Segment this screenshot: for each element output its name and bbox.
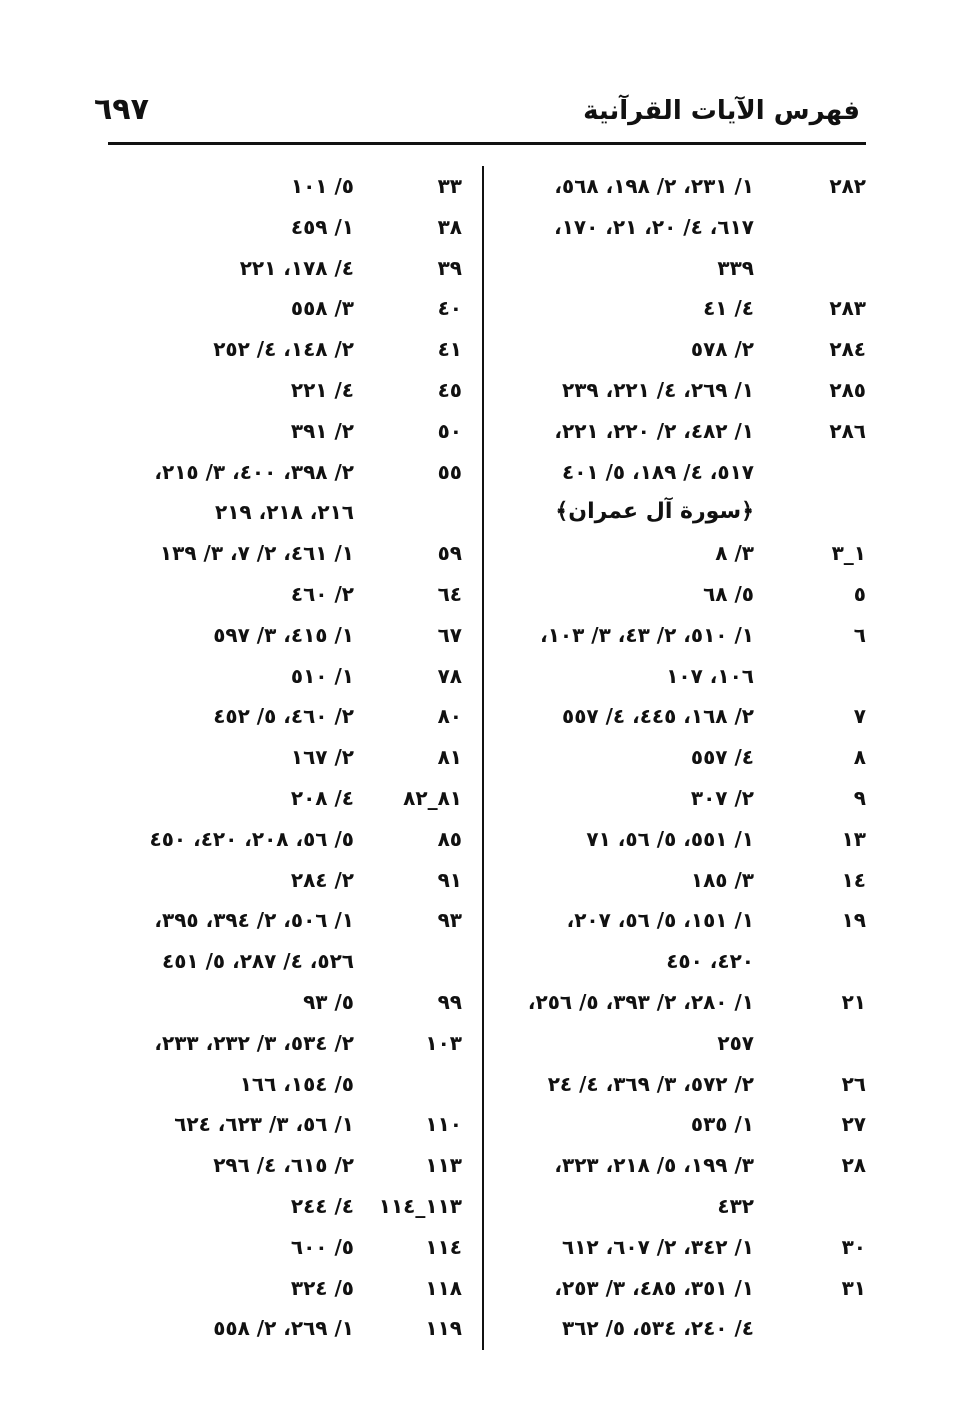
verse-number: ١١٨ [425,1275,462,1300]
index-row [96,288,466,329]
column-divider [482,166,484,1350]
verse-number: ٢٨٦ [829,418,866,443]
volume-page-refs: ١/ ٤٨٢، ٢/ ٢٢٠، ٢٢١، [554,418,754,443]
verse-number: ٤٠ [437,296,462,321]
index-row [96,574,466,615]
verse-number: ٢٨٢ [829,174,866,198]
volume-page-refs: ١/ ٢٦٩، ٢/ ٥٥٨ [213,1316,354,1341]
index-row [96,696,466,737]
volume-page-refs: ٤٣٢ [717,1193,754,1218]
index-row [500,1308,866,1349]
index-row [96,370,466,411]
verse-number: ٢٦ [841,1071,866,1096]
index-row [96,1268,466,1309]
volume-page-refs: ٣/ ١٨٥ [690,867,754,892]
volume-page-refs: ١٠٦، ١٠٧ [666,663,754,688]
volume-page-refs: ٢/ ٤٦٠، ٥/ ٤٥٢ [213,704,354,729]
surah-heading: ﴿سورة آل عمران﴾ [555,499,754,525]
volume-page-refs: ٥/ ١٥٤، ١٦٦ [239,1071,354,1096]
index-row [96,166,466,207]
header-rule [108,142,866,145]
verse-number: ٥٥ [437,459,462,484]
index-row [500,737,866,778]
index-row [500,900,866,941]
verse-number: ٢٨ [841,1153,866,1178]
index-row [500,1023,866,1064]
verse-number: ٦٤ [437,581,462,606]
volume-page-refs: ٢/ ٥٧٢، ٣/ ٣٦٩، ٤/ ٢٤ [547,1071,754,1096]
verse-number: ١١٩ [425,1316,462,1341]
index-row [500,656,866,697]
verse-number: ١١٣ [425,1153,462,1178]
verse-number: ٧ [853,704,866,729]
volume-page-refs: ٥/ ٥٦، ٢٠٨، ٤٢٠، ٤٥٠ [149,826,354,851]
verse-number: ٥٠ [437,418,462,443]
verse-number: ٢١ [841,989,866,1014]
verse-number: ٨ [853,745,866,770]
index-row [500,533,866,574]
verse-number: ٩٩ [437,989,462,1014]
volume-page-refs: ٣/ ١٩٩، ٥/ ٢١٨، ٣٢٣، [554,1153,754,1178]
volume-page-refs: ٤/ ٢٤٠، ٥٣٤، ٥/ ٣٦٢ [562,1316,754,1341]
verse-number: ٨٠ [437,704,462,729]
volume-page-refs: ٤/ ١٧٨، ٢٢١ [239,255,354,280]
verse-number: ٢٨٥ [829,377,866,402]
verse-number: ١١٣_١١٤ [378,1193,462,1218]
verse-number: ٩٣ [437,908,462,933]
index-row [96,492,466,533]
volume-page-refs: ١/ ١٥١، ٥/ ٥٦، ٢٠٧، [566,908,754,933]
volume-page-refs: ١/ ٢٨٠، ٢/ ٣٩٣، ٥/ ٢٥٦، [527,989,754,1014]
verse-number: ٩١ [437,867,462,892]
index-row [500,778,866,819]
index-row [500,1186,866,1227]
volume-page-refs: ١/ ٥٣٥ [690,1112,754,1137]
volume-page-refs: ٢/ ٣٠٧ [690,785,754,810]
volume-page-refs: ٤/ ٤١ [703,296,754,321]
volume-page-refs: ١/ ٢٦٩، ٤/ ٢٢١، ٢٣٩ [562,377,754,402]
volume-page-refs: ١/ ٢٣١، ٢/ ١٩٨، ٥٦٨، [554,174,754,198]
volume-page-refs: ٥/ ٣٢٤ [290,1275,354,1300]
index-row [500,452,866,493]
volume-page-refs: ٥١٧، ٤/ ١٨٩، ٥/ ٤٠١ [562,459,754,484]
volume-page-refs: ١/ ٣٤٢، ٢/ ٦٠٧، ٦١٢ [562,1234,754,1259]
verse-number: ٤١ [437,337,462,362]
index-row [96,452,466,493]
volume-page-refs: ٢/ ٥٧٨ [690,337,754,362]
verse-number: ٣٣ [437,174,462,198]
volume-page-refs: ٥/ ٦٠٠ [290,1234,354,1259]
volume-page-refs: ٤/ ٢٢١ [290,377,354,402]
volume-page-refs: ٣٣٩ [717,255,754,280]
volume-page-refs: ٢/ ٣٩١ [290,418,354,443]
index-row [96,533,466,574]
volume-page-refs: ٢١٦، ٢١٨، ٢١٩ [215,500,354,525]
page-number: ٦٩٧ [94,92,149,127]
volume-page-refs: ١/ ٥٦، ٣/ ٦٢٣، ٦٢٤ [174,1112,354,1137]
volume-page-refs: ٣/ ٥٥٨ [290,296,354,321]
volume-page-refs: ١/ ٤٥٩ [290,214,354,239]
volume-page-refs: ٥٢٦، ٤/ ٢٨٧، ٥/ ٤٥١ [162,949,354,974]
index-row [96,1064,466,1105]
volume-page-refs: ١/ ٤١٥، ٣/ ٥٩٧ [213,622,354,647]
verse-number: ٣٠ [841,1234,866,1259]
index-row [500,370,866,411]
verse-number: ٣١ [841,1275,866,1300]
index-row [96,411,466,452]
index-row [500,982,866,1023]
index-row [96,207,466,248]
verse-number: ١١٠ [425,1112,462,1137]
index-row [500,1104,866,1145]
volume-page-refs: ٥/ ١٠١ [290,174,354,198]
verse-number: ٦٧ [437,622,462,647]
volume-page-refs: ٢/ ١٦٧ [290,745,354,770]
index-row [500,166,866,207]
index-row [96,329,466,370]
index-row [96,819,466,860]
verse-number: ٩ [853,785,866,810]
volume-page-refs: ٥/ ٦٨ [703,581,754,606]
volume-page-refs: ١/ ٥١٠ [290,663,354,688]
index-row [500,941,866,982]
volume-page-refs: ١/ ٣٥١، ٤٨٥، ٣/ ٢٥٣، [554,1275,754,1300]
volume-page-refs: ٦١٧، ٤/ ٢٠، ٢١، ١٧٠، [554,214,754,239]
index-row [96,941,466,982]
verse-number: ١٩ [841,908,866,933]
volume-page-refs: ٣/ ٨ [715,541,754,566]
verse-number: ١٣ [841,826,866,851]
verse-number: ٦ [853,622,866,647]
verse-number: ١_٣ [831,541,866,566]
index-row [500,248,866,289]
volume-page-refs: ٢/ ٥٣٤، ٣/ ٢٣٢، ٢٣٣، [154,1030,354,1055]
verse-number: ٣٩ [437,255,462,280]
index-row [96,1023,466,1064]
volume-page-refs: ٤/ ٢٠٨ [290,785,354,810]
volume-page-refs: ٤٢٠، ٤٥٠ [666,949,754,974]
volume-page-refs: ٢/ ٤٦٠ [290,581,354,606]
index-row [96,1104,466,1145]
index-row [96,778,466,819]
index-row [500,860,866,901]
volume-page-refs: ١/ ٥١٠، ٢/ ٤٣، ٣/ ١٠٣، [540,622,754,647]
index-row [96,615,466,656]
volume-page-refs: ٥/ ٩٣ [303,989,354,1014]
verse-number: ٤٥ [437,377,462,402]
index-row [500,696,866,737]
index-row [500,1227,866,1268]
index-row [500,574,866,615]
index-row [96,982,466,1023]
volume-page-refs: ١/ ٤٦١، ٢/ ٧، ٣/ ١٣٩ [159,541,354,566]
verse-number: ٢٨٤ [829,337,866,362]
verse-number: ١٤ [841,867,866,892]
index-row [96,248,466,289]
index-row [96,860,466,901]
verse-number: ٢٨٣ [829,296,866,321]
index-row [500,615,866,656]
verse-number: ٥٩ [437,541,462,566]
index-row [500,411,866,452]
index-row [96,737,466,778]
index-row [500,207,866,248]
verse-number: ١١٤ [425,1234,462,1259]
index-row [500,492,866,533]
verse-number: ١٠٣ [425,1030,462,1055]
index-column-right [500,166,866,1349]
index-row [500,329,866,370]
verse-number: ٨١ [437,745,462,770]
index-row [500,1268,866,1309]
index-row [96,1186,466,1227]
index-row [96,900,466,941]
verse-number: ٨١_٨٢ [403,785,462,810]
volume-page-refs: ١/ ٥٥١، ٥/ ٥٦، ٧١ [586,826,754,851]
index-row [96,656,466,697]
volume-page-refs: ٢/ ١٦٨، ٤٤٥، ٤/ ٥٥٧ [562,704,754,729]
volume-page-refs: ٢/ ٢٨٤ [290,867,354,892]
volume-page-refs: ٢/ ٦١٥، ٤/ ٢٩٦ [213,1153,354,1178]
verse-number: ٨٥ [437,826,462,851]
volume-page-refs: ٤/ ٢٤٤ [290,1193,354,1218]
volume-page-refs: ٢/ ١٤٨، ٤/ ٢٥٢ [213,337,354,362]
verse-number: ٢٧ [841,1112,866,1137]
volume-page-refs: ٢/ ٣٩٨، ٤٠٠، ٣/ ٢١٥، [154,459,354,484]
index-row [96,1227,466,1268]
index-row [500,819,866,860]
volume-page-refs: ٢٥٧ [717,1030,754,1055]
index-row [96,1308,466,1349]
index-row [500,1145,866,1186]
verse-number: ٥ [853,581,866,606]
verse-number: ٣٨ [437,214,462,239]
volume-page-refs: ٤/ ٥٥٧ [690,745,754,770]
index-row [500,1064,866,1105]
page-title: فهرس الآيات القرآنية [583,96,860,126]
index-row [500,288,866,329]
volume-page-refs: ١/ ٥٠٦، ٢/ ٣٩٤، ٣٩٥، [154,908,354,933]
index-column-left [96,166,466,1349]
verse-number: ٧٨ [437,663,462,688]
index-row [96,1145,466,1186]
